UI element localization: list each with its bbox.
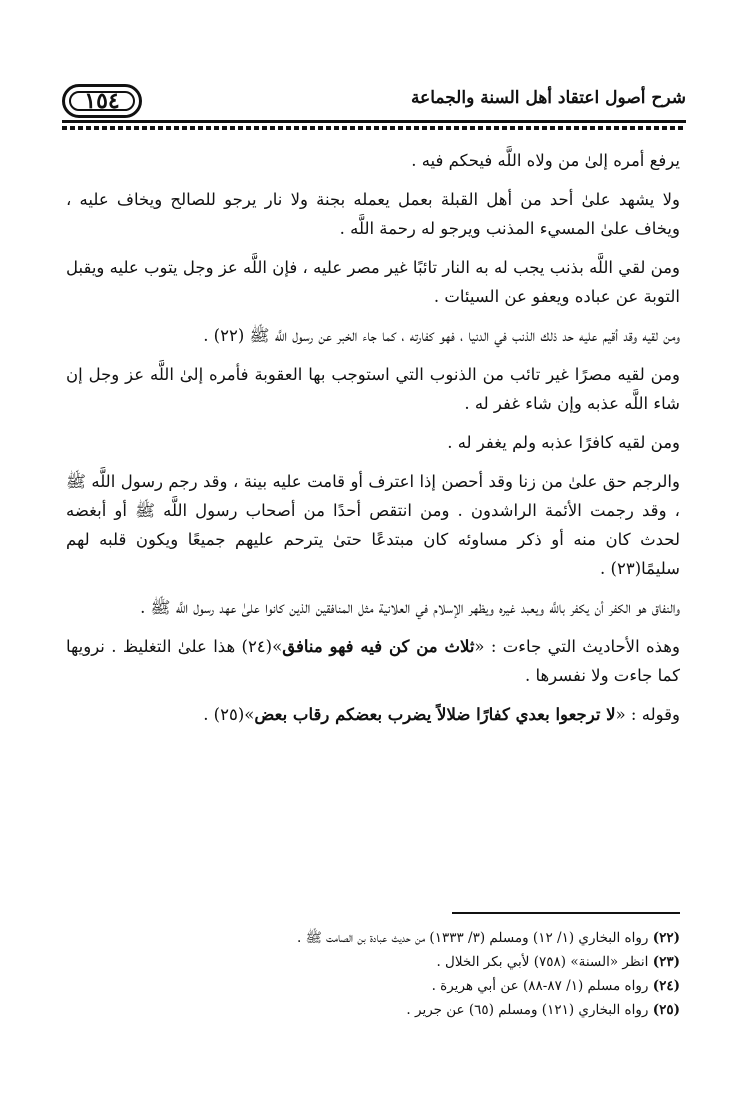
footnote-separator bbox=[452, 912, 680, 914]
hadith-paragraph bbox=[66, 700, 680, 729]
hadith-intro: وقوله : « bbox=[615, 705, 680, 724]
footnote-text: رواه البخاري (١/ ١٢) ومسلم (٣/ ١٣٣٣) من حديث عبادة بن الصامت ﷺ . bbox=[296, 930, 649, 946]
page-number-badge bbox=[62, 84, 142, 118]
footnote bbox=[66, 926, 680, 950]
hadith-intro: وهذه الأحاديث التي جاءت : « bbox=[474, 637, 680, 656]
paragraph: والنفاق هو الكفر أن يكفر باللَّه ويعبد غيره ويظهر الإسلام في العلانية مثل المنافقين الذين كانوا علىٰ عهد رسول اللَّه ﷺ . bbox=[140, 598, 680, 617]
paragraph: يرفع أمره إلىٰ من ولاه اللَّه فيحكم فيه . bbox=[411, 151, 680, 170]
footnote-text: رواه مسلم (١/ ٨٧-٨٨) عن أبي هريرة . bbox=[431, 978, 649, 994]
page-number: ١٥٤ bbox=[84, 88, 120, 114]
hadith-quote: لا ترجعوا بعدي كفارًا ضلالاً يضرب بعضكم رقاب بعض bbox=[254, 705, 616, 724]
hadith-paragraph bbox=[66, 632, 680, 690]
hadith-outro: »(٢٤) هذا علىٰ التغليظ . نرويها كما جاءت ولا نفسرها . bbox=[66, 637, 680, 685]
header-rule bbox=[62, 120, 686, 123]
footnote bbox=[66, 998, 680, 1022]
footnote bbox=[66, 974, 680, 998]
book-title: شرح أصول اعتقاد أهل السنة والجماعة bbox=[410, 88, 686, 108]
footnote-text: انظر «السنة» (٧٥٨) لأبي بكر الخلال . bbox=[436, 954, 649, 970]
hadith-quote: ثلاث من كن فيه فهو منافق bbox=[282, 637, 475, 656]
footnote-number: (٢٤) bbox=[652, 978, 680, 994]
paragraph: ومن لقيه كافرًا عذبه ولم يغفر له . bbox=[447, 433, 680, 452]
paragraph: والرجم حق علىٰ من زنا وقد أحصن إذا اعترف أو قامت عليه بينة ، وقد رجم رسول اللَّه ﷺ ، وقد رجمت الأئمة الراشدون . ومن انتقص أحدًا من أصحاب رسول اللَّه ﷺ أو أبغضه لحدث كان منه أو ذكر مساوئه كان مبتدعًا حتىٰ يترحم عليهم جميعًا ويكون قلبه لهم سليمًا(٢٣) . bbox=[66, 472, 680, 578]
footnote bbox=[66, 950, 680, 974]
footnotes bbox=[66, 926, 680, 1022]
page-header bbox=[62, 82, 686, 130]
paragraph: ومن لقيه وقد أقيم عليه حد ذلك الذنب في الدنيا ، فهو كفارته ، كما جاء الخبر عن رسول اللَّه ﷺ (٢٢) . bbox=[203, 326, 680, 345]
footnote-number: (٢٥) bbox=[652, 1002, 680, 1018]
footnote-text: رواه البخاري (١٢١) ومسلم (٦٥) عن جرير . bbox=[406, 1002, 649, 1018]
footnote-number: (٢٣) bbox=[652, 954, 680, 970]
footnote-number: (٢٢) bbox=[652, 930, 680, 946]
header-dashed-rule bbox=[62, 126, 686, 130]
main-text bbox=[66, 146, 680, 739]
paragraph: ومن لقيه مصرًا غير تائب من الذنوب التي استوجب بها العقوبة فأمره إلىٰ اللَّه عز وجل إن شاء اللَّه عذبه وإن شاء غفر له . bbox=[66, 365, 680, 413]
hadith-outro: »(٢٥) . bbox=[203, 705, 255, 724]
paragraph: ومن لقي اللَّه بذنب يجب له به النار تائبًا غير مصر عليه ، فإن اللَّه عز وجل يتوب عليه ويقبل التوبة عن عباده ويعفو عن السيئات . bbox=[66, 258, 680, 306]
paragraph: ولا يشهد علىٰ أحد من أهل القبلة بعمل يعمله بجنة ولا نار يرجو للصالح ويخاف عليه ، ويخاف علىٰ المسيء المذنب ويرجو له رحمة اللَّه . bbox=[66, 190, 680, 238]
